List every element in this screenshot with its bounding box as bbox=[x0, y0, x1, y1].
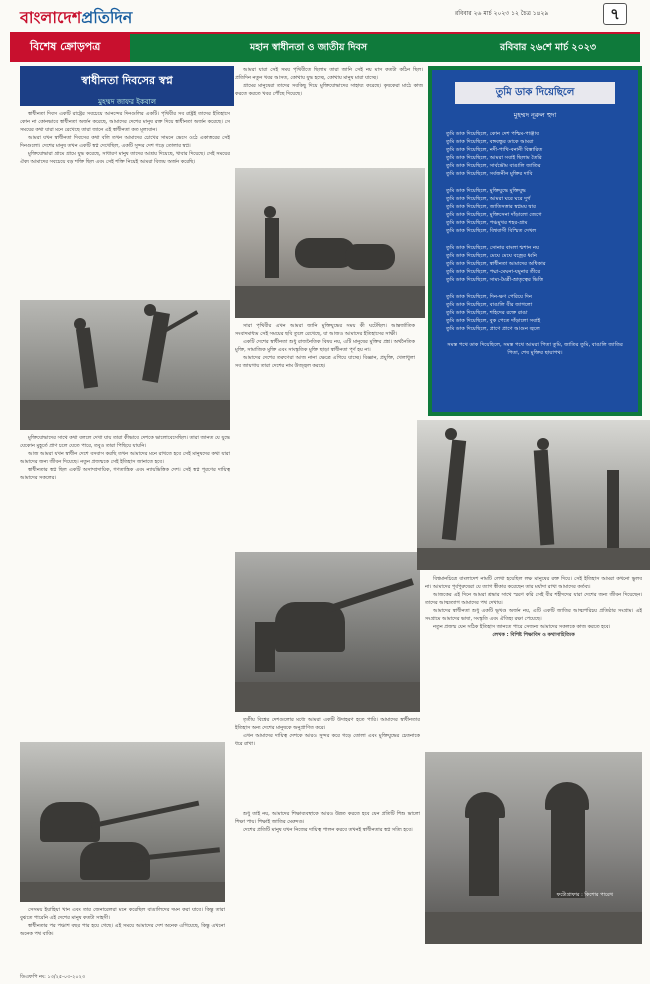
paragraph: আমরা যখন স্বাধীনতা দিবসের কথা বলি তখন আমাদের চোখের সামনে ভেসে ওঠে একাত্তরের সেই দিনগুলো। দেশের মানুষ তখন একটি স্বপ্ন দেখেছিল, একটি সুন্দর দেশ গড়ে তোলার স্বপ্ন। bbox=[20, 135, 230, 149]
article-2-bottom bbox=[235, 810, 420, 970]
logo-part-2: প্রতিদিন bbox=[81, 8, 133, 27]
article-1-end bbox=[20, 906, 225, 970]
paragraph: তৃতীয় বিশ্বের দেশগুলোর মধ্যে আমরা একটি উদাহরণ হতে পারি। আমাদের স্বাধীনতার ইতিহাস অন্য দেশের মানুষকে অনুপ্রাণিত করে। bbox=[235, 717, 420, 731]
paragraph: মুক্তিযোদ্ধাদের সাথে কথা বললে দেখা যায় তারা কীভাবে দেশকে ভালোবেসেছিল। তারা জানত যে যুদ্ধে যেকোন মুহূর্তে প্রাণ চলে যেতে পারে, তবুও তারা পিছিয়ে যায়নি। bbox=[20, 435, 230, 449]
paragraph: সারা পৃথিবীর এখন আমরা জানি মুক্তিযুদ্ধের সময় কী ঘটেছিল। আন্তর্জাতিক সংবাদমাধ্যম সেই সময়ের ছবি তুলে রেখেছে, যা আজও আমাদের ইতিহাসের সাক্ষী। bbox=[235, 323, 415, 337]
poem-line: তুমি ডাক দিয়েছিলে, শহিদের রক্তে রাঙা bbox=[446, 310, 528, 316]
article-1-continued bbox=[20, 434, 230, 734]
poem-line: তুমি ডাক দিয়েছিলে, কোন দেশ পশ্চিম-পাঞ্জাব bbox=[446, 131, 539, 137]
dateline: রবিবার ২৬ মার্চ ২০২৩ ১২ চৈত্র ১৪২৯ bbox=[455, 10, 549, 17]
paragraph: স্বাধীনতা দিবস একটি রাষ্ট্রের সবচেয়ে আনন্দের দিনগুলির একটি। পৃথিবীর সব রাষ্ট্রই তাদের ইতিহাসে কোন না কোনভাবে স্বাধীনতা অর্জন করেছে, আমাদের দেশের মানুষ রক্ত দিয়ে স্বাধীনতা অর্জন করেছে। সে সময়ের কথা যারা মনে রেখেছে তারা জানে এই স্বাধীনতা কত মূল্যবান। bbox=[20, 111, 230, 133]
photo-walking-fighters bbox=[417, 420, 650, 570]
poem-line: তুমি ডাক দিয়েছিলে, সার্বভৌম বাঙালি জাতির bbox=[446, 163, 541, 169]
logo-part-1: বাংলাদেশ bbox=[20, 8, 82, 27]
paragraph: শুধু তাই নয়, আমাদের শিক্ষাব্যবস্থাকে আরও উন্নত করতে হবে যেন প্রতিটি শিশু ভালো শিক্ষা পায়। শিক্ষাই জাতির মেরুদণ্ড। bbox=[235, 811, 420, 825]
paragraph: নতুন প্রজন্ম যেন সঠিক ইতিহাস জানতে পারে সেজন্য আমাদের সকলকে কাজ করতে হবে। bbox=[433, 624, 611, 630]
article-2-mid bbox=[235, 322, 415, 552]
poem-line: তুমি ডাক দিয়েছিলে, জাতিসত্তার স্বপ্নময় দ্বার bbox=[446, 204, 536, 210]
paragraph: আমাদের স্বাধীনতা শুধু একটি ভূখণ্ড অর্জন নয়, এটি একটি জাতির আত্মপরিচয় প্রতিষ্ঠার সংগ্রাম। এই সংগ্রামে আমাদের ভাষা, সংস্কৃতি এবং ঐতিহ্য রক্ষা পেয়েছে। bbox=[425, 608, 642, 622]
poem-closing: সমস্ত পথে ডাক দিয়েছিলে, সমস্ত পথে আমরা পিতা তুমি, জাতির তুমি, বাঙালি জাতির পিতা, শেষ মুক্তির ছায়াপথ। bbox=[447, 342, 623, 356]
poem-line: তুমি ডাক দিয়েছিলে, প্রাণে প্রাণে আগুন জ্বলে bbox=[446, 326, 540, 332]
photo-soldiers-helmets bbox=[425, 752, 642, 944]
paragraph: আজ আমরা যখন স্বাধীন দেশে বসবাস করছি তখন আমাদের মনে রাখতে হবে সেই মানুষদের কথা যারা আমাদের জন্য জীবন দিয়েছে। নতুন প্রজন্মকে সেই ইতিহাস জানাতে হবে। bbox=[20, 451, 230, 465]
paragraph: আজকের এই দিনে আমরা শ্রদ্ধার সাথে স্মরণ করি সেই বীর শহীদদের যারা দেশের জন্য জীবন দিয়েছেন। তাদের আত্মত্যাগ আমাদের পথ দেখায়। bbox=[425, 592, 642, 606]
paragraph: বিশ্বমানচিত্রে বাংলাদেশ নামটি লেখা হয়েছিল লক্ষ মানুষের রক্ত দিয়ে। সেই ইতিহাস আমরা কখনো ভুলব না। আমাদের পূর্বপুরুষেরা যে ত্যাগ স্বীকার করেছেন তার মর্যাদা রাখা আমাদের কর্তব্য। bbox=[425, 576, 642, 590]
page-number: ৭ bbox=[603, 3, 627, 25]
poem-line: তুমি ডাক দিয়েছিলে, বুক পেতে দাঁড়ালো সবাই bbox=[446, 318, 541, 324]
poem-line: তুমি ডাক দিয়েছিলে, মেঘে মেঘে বজ্রের ধ্বনি bbox=[446, 253, 537, 259]
photo-freedom-fighters bbox=[20, 300, 230, 430]
poem-line: তুমি ডাক দিয়েছিলে, সোনার বাংলা শ্মশান নয় bbox=[446, 245, 540, 251]
paragraph: দেশের প্রতিটি মানুষ যখন নিজের দায়িত্ব পালন করবে তখনই স্বাধীনতার স্বপ্ন সত্যি হবে। bbox=[243, 827, 413, 833]
paragraph: সেসময় ইয়াহিয়া খান এবং তার জেনারেলরা মনে করেছিল বাঙালিদের দমন করা যাবে। কিন্তু তারা বুঝতে পারেনি এই দেশের মানুষ কতটা সাহসী। bbox=[20, 907, 225, 921]
poem-author: মুহম্মদ নূরুল হুদা bbox=[513, 111, 557, 119]
poem-line: তুমি ডাক দিয়েছিলে, মুক্তিযুদ্ধে মুক্তিযুদ্ধ bbox=[446, 188, 526, 194]
poem-stanza bbox=[446, 293, 638, 333]
poem-line: তুমি ডাক দিয়েছিলে, দিন-ক্ষণ পেরিয়ে দিন bbox=[446, 294, 532, 300]
poem-line: তুমি ডাক দিয়েছিলে, সাম্য-মৈত্রী-ভ্রাতৃত্বের ভিত্তি bbox=[446, 277, 544, 283]
paragraph: আমরা যারা সেই সময় পৃথিবীতে ছিলাম তারা জানি সেই নয় মাস কতটা কঠিন ছিল। প্রতিদিন নতুন খবর আসত, কোথায় যুদ্ধ হচ্ছে, কোথায় মানুষ মারা যাচ্ছে। bbox=[235, 67, 423, 81]
poem-line: তুমি ডাক দিয়েছিলে, বঙ্গবন্ধুর ডাকে আমরা bbox=[446, 139, 534, 145]
poem-line: তুমি ডাক দিয়েছিলে, আমরা সবাই ছিলাম তৈরি bbox=[446, 155, 542, 161]
masthead bbox=[0, 0, 650, 30]
paragraph: স্বাধীনতার পর পঞ্চাশ বছর পার হয়ে গেছে। এই সময়ে আমাদের দেশ অনেক এগিয়েছে, কিন্তু এখনো অনেক পথ বাকি। bbox=[20, 923, 225, 937]
article-1-title: স্বাধীনতা দিবসের স্বপ্ন bbox=[81, 74, 173, 87]
article-2-low bbox=[235, 716, 420, 806]
photo-caption: ফটোগ্রাফার : কিশোর পারেখ bbox=[556, 892, 613, 898]
poem-title: তুমি ডাক দিয়েছিলে bbox=[455, 82, 615, 104]
poem-stanza bbox=[446, 130, 638, 178]
paragraph: স্বাধীনতার স্বপ্ন ছিল একটি অসাম্প্রদায়িক, গণতান্ত্রিক এবং ন্যায়ভিত্তিক দেশ। সেই স্বপ্ন পূরণের দায়িত্ব আমাদের সকলের। bbox=[20, 467, 230, 481]
footnote: ডিএফপি নং: ১৩/২৫-০৩-২০২৩ bbox=[20, 974, 86, 980]
poem-line: তুমি ডাক দিয়েছিলে, নদী-পাখি-বনানী বিস্তারিত bbox=[446, 147, 543, 153]
poem-line: তুমি ডাক দিয়েছিলে, পদ্মা-মেঘনা-যমুনার তীরে bbox=[446, 269, 541, 275]
article-1-author: মুহম্মদ জাফর ইকবাল bbox=[98, 98, 156, 106]
poem-stanza bbox=[446, 244, 638, 284]
paragraph: মুক্তিযোদ্ধারা গ্রামে গ্রামে যুদ্ধ করেছে, সাধারণ মানুষ তাদের আশ্রয় দিয়েছে, খাবার দিয়েছে। সেই সময়ের ঐক্য আমাদের সবচেয়ে বড় শক্তি ছিল এবং সেই শক্তি নিয়েই আমরা বিজয় অর্জন করেছি। bbox=[20, 151, 230, 165]
poem-line: তুমি ডাক দিয়েছিলে, পঞ্চমুখর শহর-গ্রাম bbox=[446, 220, 528, 226]
section-tag: বিশেষ ক্রোড়পত্র bbox=[10, 32, 130, 62]
poem-line: তুমি ডাক দিয়েছিলে, বাঙালি বীর জাগলো bbox=[446, 302, 533, 308]
poem-line: তুমি ডাক দিয়েছিলে, মুক্তিসেনা দাঁড়ালো জেগে bbox=[446, 212, 542, 218]
photo-artillery bbox=[235, 552, 420, 712]
poem-line: তুমি ডাক দিয়েছিলে, বিশ্ববাসী বিস্মিত দেখল bbox=[446, 228, 537, 234]
poem-line: তুমি ডাক দিয়েছিলে, স্বাধীনতা আমাদের অধিকার bbox=[446, 261, 546, 267]
newspaper-logo[interactable] bbox=[20, 5, 132, 32]
article-1-body bbox=[20, 110, 230, 296]
section-title: মহান স্বাধীনতা ও জাতীয় দিবস bbox=[250, 42, 368, 53]
poem-stanza bbox=[446, 187, 638, 235]
paragraph: গ্রামের মানুষেরা তাদের সবকিছু দিয়ে মুক্তিযোদ্ধাদের সাহায্য করেছে। কৃষকেরা মাঠে কাজ করতে করতে খবর পৌঁছে দিয়েছে। bbox=[235, 83, 423, 97]
article-2-body bbox=[235, 66, 423, 166]
poem-line: তুমি ডাক দিয়েছিলে, আমরা ঘরে ঘরে দুর্গ bbox=[446, 196, 531, 202]
paragraph: এখন আমাদের দায়িত্ব দেশকে আরও সুন্দর করে গড়ে তোলা এবং মুক্তিযুদ্ধের চেতনাকে ধরে রাখা। bbox=[235, 733, 420, 747]
article-3-signature: লেখক : বিশিষ্ট শিক্ষাবিদ ও কথাসাহিত্যিক bbox=[492, 632, 575, 638]
paragraph: আমাদের দেশের তরুণেরা আজ নানা ক্ষেত্রে এগিয়ে যাচ্ছে। বিজ্ঞান, প্রযুক্তি, খেলাধুলা সব জায়গায় তারা দেশের নাম উজ্জ্বল করছে। bbox=[235, 355, 415, 369]
photo-farmers-oxen bbox=[235, 168, 425, 318]
poem-box bbox=[428, 66, 642, 416]
paragraph: একটি দেশের স্বাধীনতা শুধু রাজনৈতিক বিষয় নয়, এটি মানুষের মুক্তির প্রশ্ন। অর্থনৈতিক মুক্তি, সামাজিক মুক্তি এবং সাংস্কৃতিক মুক্তি ছাড়া স্বাধীনতা পূর্ণ হয় না। bbox=[235, 339, 415, 353]
photo-soldiers-rifles bbox=[20, 742, 225, 902]
article-3-body bbox=[425, 575, 642, 750]
section-date: রবিবার ২৬শে মার্চ ২০২৩ bbox=[500, 42, 597, 53]
article-1-header bbox=[20, 66, 234, 106]
poem-line: তুমি ডাক দিয়েছিলে, সর্বজনীন মুক্তির দাবি bbox=[446, 171, 533, 177]
